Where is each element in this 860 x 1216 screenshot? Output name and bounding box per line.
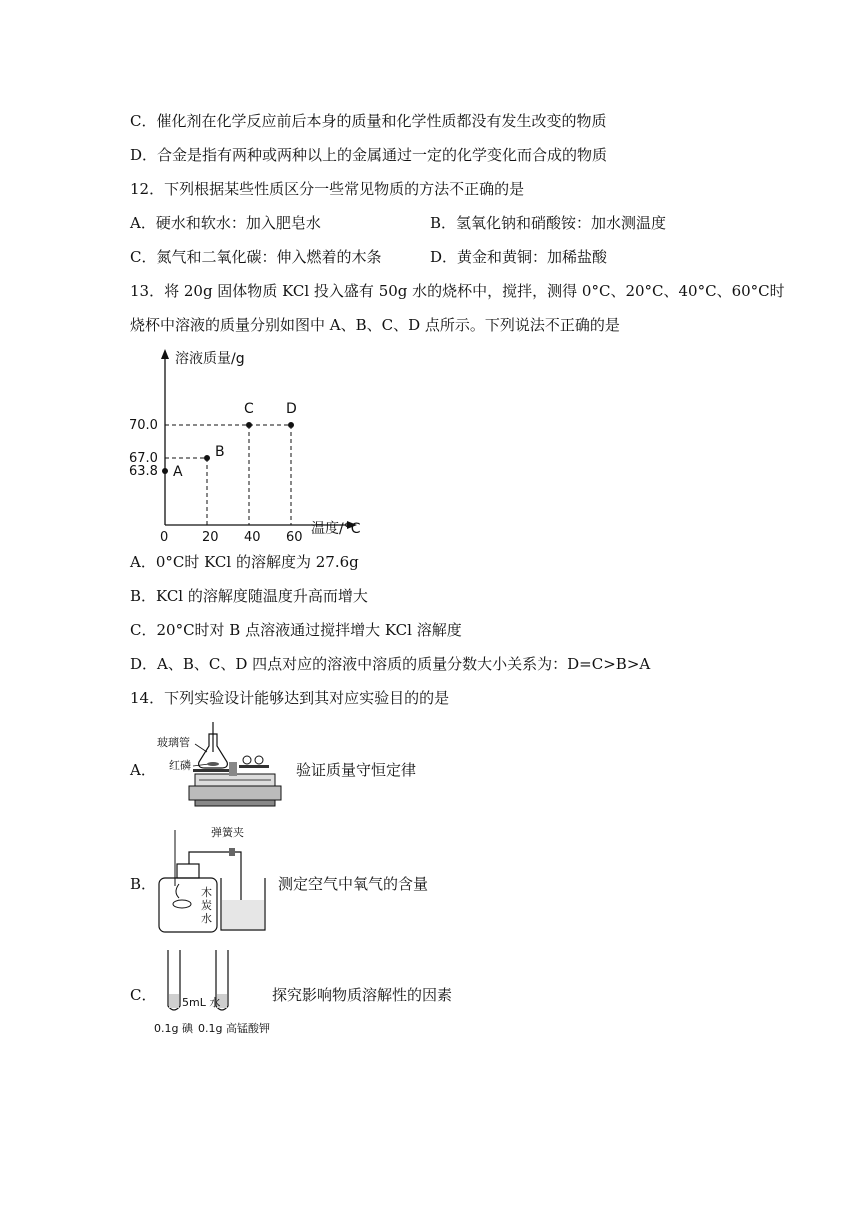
q14-option-b-text: 测定空气中氧气的含量 xyxy=(278,875,429,893)
y-tick-label: 67.0 xyxy=(129,451,158,466)
x-tick-label: 20 xyxy=(202,530,219,545)
x-tick-label: 40 xyxy=(244,530,261,545)
glass-tube-label: 玻璃管 xyxy=(157,736,190,749)
question-13-stem-line2: 烧杯中溶液的质量分别如图中 A、B、C、D 点所示。下列说法不正确的是 xyxy=(130,316,620,334)
x-tick-label: 60 xyxy=(286,530,303,545)
point-label-C: C xyxy=(244,401,254,417)
x-tick-label: 0 xyxy=(160,530,169,545)
red-phosphorus-label: 红磷 xyxy=(169,759,191,772)
data-point-B xyxy=(204,455,210,461)
question-13-stem-line1: 13．将 20g 固体物质 KCl 投入盛有 50g 水的烧杯中，搅拌，测得 0°C、20°C、40°C、60°C时 xyxy=(130,282,785,300)
point-label-D: D xyxy=(286,401,297,417)
q12-option-c: C．氮气和二氧化碳：伸入燃着的木条 xyxy=(130,248,382,266)
question-12-stem: 12．下列根据某些性质区分一些常见物质的方法不正确的是 xyxy=(130,180,525,198)
iodine-label: 0.1g 碘 xyxy=(154,1022,193,1035)
data-point-C xyxy=(246,422,252,428)
water-label: 水 xyxy=(201,912,212,925)
y-tick-label: 63.8 xyxy=(129,464,158,479)
y-axis-arrow xyxy=(161,349,169,359)
q14-option-c-text: 探究影响物质溶解性的因素 xyxy=(272,986,453,1004)
q14-option-a-letter: A． xyxy=(130,761,156,779)
line-d-alloy: D．合金是指有两种或两种以上的金属通过一定的化学变化而合成的物质 xyxy=(130,146,608,164)
x-axis-label: 温度/°C xyxy=(311,521,361,537)
potassium-permanganate-label: 0.1g 高锰酸钾 xyxy=(198,1022,270,1035)
y-tick-label: 70.0 xyxy=(129,418,158,433)
point-label-A: A xyxy=(173,464,183,480)
spring-clip-label: 弹簧夹 xyxy=(211,826,244,839)
oxygen-measurement-figure xyxy=(155,826,270,938)
charcoal-label-1: 木 xyxy=(201,886,212,899)
data-point-D xyxy=(288,422,294,428)
water-volume-label: 5mL 水 xyxy=(182,996,221,1009)
solubility-test-tubes-figure xyxy=(150,946,290,1038)
line-c-catalyst: C．催化剂在化学反应前后本身的质量和化学性质都没有发生改变的物质 xyxy=(130,112,607,130)
balance-apparatus-figure xyxy=(155,718,285,810)
q13-option-b: B．KCl 的溶解度随温度升高而增大 xyxy=(130,587,368,605)
q12-option-a: A．硬水和软水：加入肥皂水 xyxy=(130,214,321,232)
charcoal-label-2: 炭 xyxy=(201,899,212,912)
q14-option-c-letter: C． xyxy=(130,986,157,1004)
solubility-chart xyxy=(125,345,365,545)
q13-option-a: A．0°C时 KCl 的溶解度为 27.6g xyxy=(130,553,359,571)
question-14-stem: 14．下列实验设计能够达到其对应实验目的的是 xyxy=(130,689,450,707)
data-point-A xyxy=(162,468,168,474)
q12-option-d: D．黄金和黄铜：加稀盐酸 xyxy=(430,248,608,266)
q14-option-a-text: 验证质量守恒定律 xyxy=(296,761,417,779)
q13-option-d: D．A、B、C、D 四点对应的溶液中溶质的质量分数大小关系为：D=C>B>A xyxy=(130,655,651,673)
q12-option-b: B．氢氧化钠和硝酸铵：加水测温度 xyxy=(430,214,667,232)
y-axis-label: 溶液质量/g xyxy=(175,351,245,367)
q13-option-c: C．20°C时对 B 点溶液通过搅拌增大 KCl 溶解度 xyxy=(130,621,462,639)
q14-option-b-letter: B． xyxy=(130,875,157,893)
point-label-B: B xyxy=(215,444,225,460)
